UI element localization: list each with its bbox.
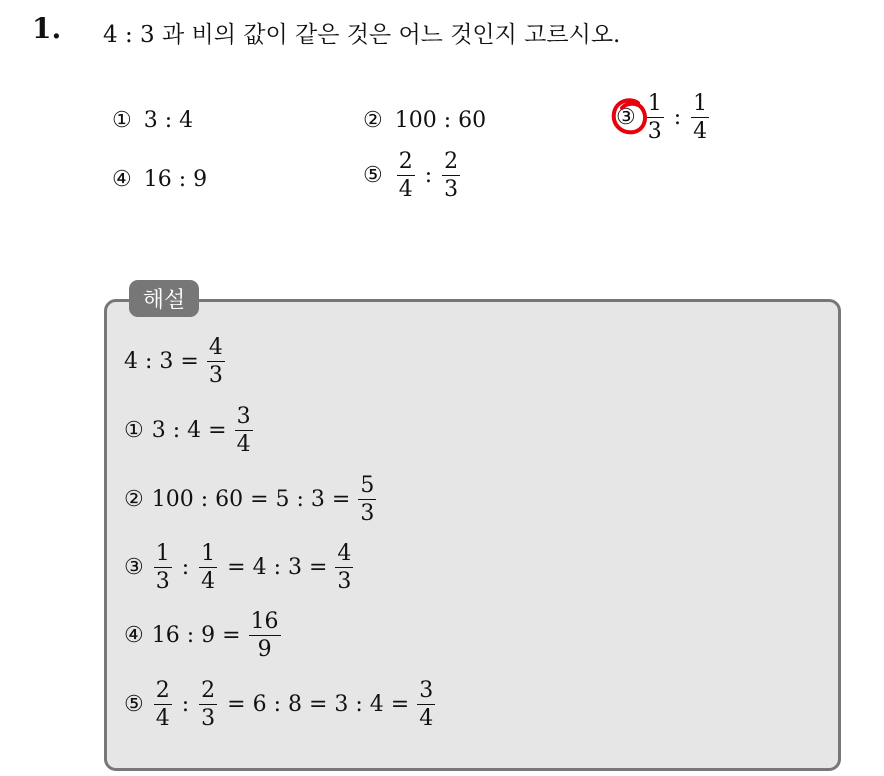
solution-line-4-number: ④ [124,623,144,649]
solution-line-3-f1-numerator: 1 [154,542,172,568]
solution-line-3-denominator: 3 [337,569,352,595]
red-circle-stroke [614,100,645,132]
solution-line-5-f2-denominator: 3 [201,706,216,732]
solution-line-3-f2-denominator: 4 [201,569,216,595]
solution-line-2-expr: 100 : 60 = 5 : 3 = [151,487,351,513]
solution-line-3-number: ③ [124,555,144,581]
red-circle-mark-icon [608,95,652,139]
solution-line-5-f1-numerator: 2 [154,679,172,705]
solution-line-5-expr: = 6 : 8 = 3 : 4 = [227,692,410,718]
solution-line-1-result [235,405,253,456]
choice-5[interactable] [363,150,462,201]
choice-4-number: ④ [112,167,132,192]
choice-5-f2-numerator: 2 [442,150,460,176]
choice-3[interactable] [616,92,711,143]
solution-line-2-result [358,474,376,525]
solution-line-1-numerator: 3 [235,405,253,431]
solution-line-5-fraction-1 [154,679,172,730]
choice-5-f1-numerator: 2 [397,150,415,176]
choice-3-number: ③ [616,105,636,131]
solution-line-choice-3 [124,542,355,593]
question-number: 1. [32,12,62,45]
solution-line-1-expr: 3 : 4 = [151,418,227,444]
solution-line-3-result [335,542,353,593]
solution-label: 해설 [129,280,199,317]
choice-3-f1-numerator: 1 [646,92,664,118]
solution-line-1-denominator: 4 [236,432,251,458]
solution-line-4-result [249,610,281,661]
choice-1-number: ① [112,108,132,133]
choice-1[interactable] [112,108,193,133]
solution-line-4-denominator: 9 [257,637,272,663]
solution-line-0-denominator: 3 [208,363,223,389]
solution-line-given [124,336,227,387]
solution-line-5-number: ⑤ [124,692,144,718]
solution-line-3-fraction-1 [154,542,172,593]
choice-5-fraction-2 [442,150,460,201]
solution-line-choice-5 [124,679,437,730]
choice-3-f2-numerator: 1 [691,92,709,118]
solution-line-5-f1-denominator: 4 [155,706,170,732]
choice-1-text: 3 : 4 [143,108,194,133]
choice-5-fraction-1 [397,150,415,201]
solution-line-choice-1 [124,405,255,456]
solution-line-2-denominator: 3 [360,501,375,527]
solution-line-3-expr: = 4 : 3 = [227,555,328,581]
solution-line-choice-2 [124,474,378,525]
solution-line-2-number: ② [124,487,144,513]
solution-line-3-numerator: 4 [335,542,353,568]
choice-4[interactable] [112,167,207,192]
choice-5-f2-denominator: 3 [444,177,459,203]
solution-line-3-fraction-2 [199,542,217,593]
choice-3-fraction-2 [691,92,709,143]
solution-line-5-result [417,679,435,730]
solution-line-3-ratio-sign: : [181,555,190,581]
choice-3-number-wrap [616,105,636,130]
solution-line-0-expr: 4 : 3 = [124,349,199,375]
solution-line-0-numerator: 4 [207,336,225,362]
choice-2-number: ② [363,108,383,133]
solution-line-3-f1-denominator: 3 [155,569,170,595]
solution-line-2-numerator: 5 [358,474,376,500]
choice-3-ratio-sign: : [673,105,682,131]
choice-3-f2-denominator: 4 [693,119,708,145]
choice-2[interactable] [363,108,486,133]
choice-4-text: 16 : 9 [143,167,208,192]
solution-line-1-number: ① [124,418,144,444]
choice-5-ratio-sign: : [424,163,433,189]
question-stem: 4 : 3 과 비의 값이 같은 것은 어느 것인지 고르시오. [103,22,621,48]
solution-line-5-f2-numerator: 2 [199,679,217,705]
solution-line-3-f2-numerator: 1 [199,542,217,568]
solution-line-4-numerator: 16 [249,610,281,636]
solution-line-4-expr: 16 : 9 = [151,623,241,649]
solution-line-5-denominator: 4 [419,706,434,732]
solution-line-0-result [207,336,225,387]
solution-line-choice-4 [124,610,283,661]
solution-line-5-ratio-sign: : [181,692,190,718]
choice-3-f1-denominator: 3 [647,119,662,145]
choice-5-f1-denominator: 4 [398,177,413,203]
choice-5-number: ⑤ [363,163,383,189]
solution-line-5-fraction-2 [199,679,217,730]
choice-2-text: 100 : 60 [394,108,487,133]
solution-line-5-numerator: 3 [417,679,435,705]
